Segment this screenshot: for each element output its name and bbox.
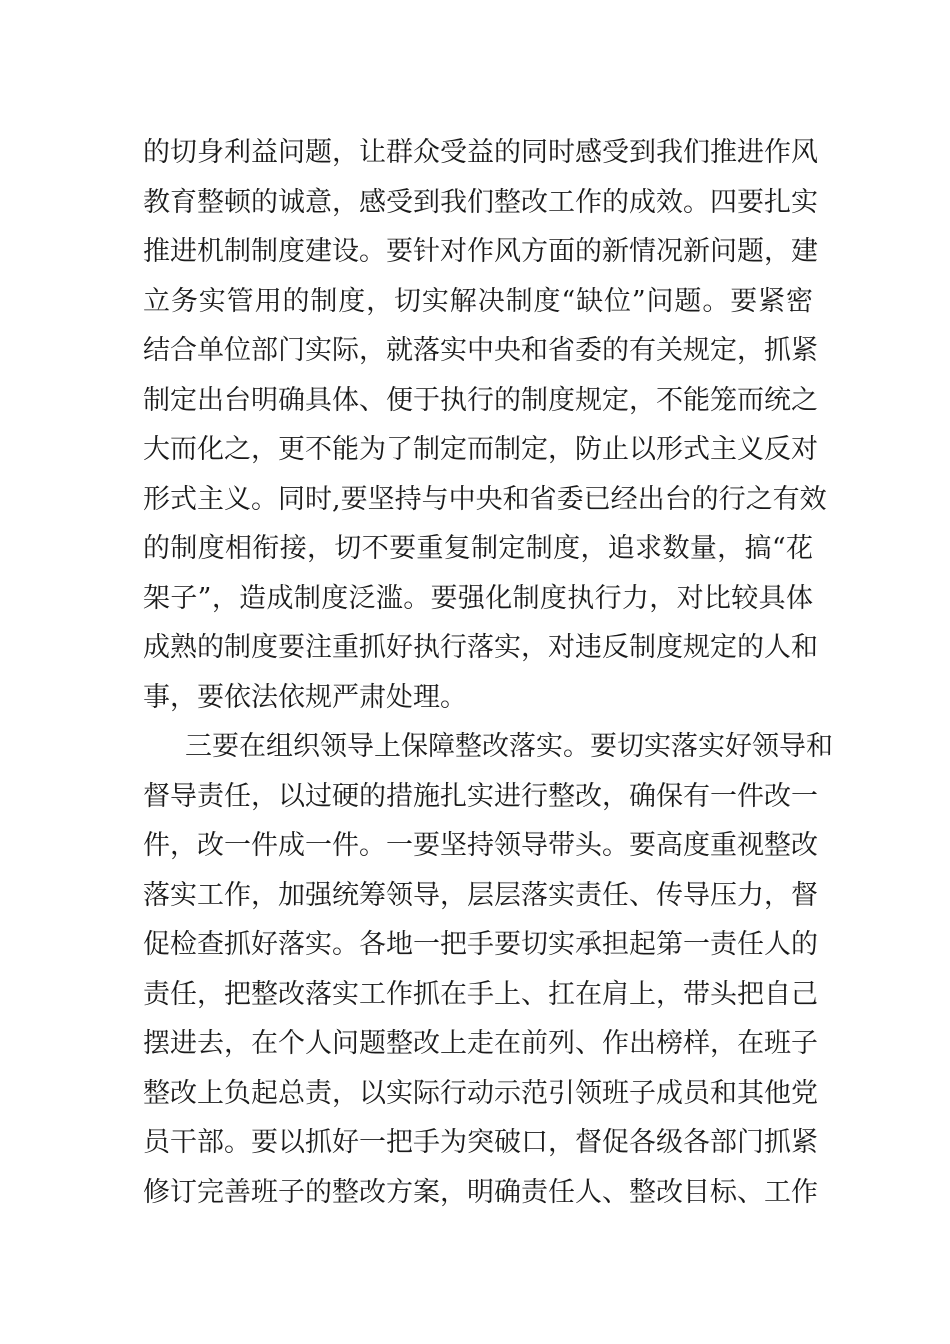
text-line: 结合单位部门实际，就落实中央和省委的有关规定，抓紧 xyxy=(143,335,818,366)
text-line: 件，改一件成一件。一要坚持领导带头。要高度重视整改 xyxy=(143,830,818,861)
text-line: 成熟的制度要注重抓好执行落实，对违反制度规定的人和 xyxy=(143,632,818,663)
text-line: 三要在组织领导上保障整改落实。要切实落实好领导和 xyxy=(185,731,833,762)
text-line: 促检查抓好落实。各地一把手要切实承担起第一责任人的 xyxy=(143,929,818,960)
text-line: 落实工作，加强统筹领导，层层落实责任、传导压力，督 xyxy=(143,879,818,911)
text-line: 的切身利益问题，让群众受益的同时感受到我们推进作风 xyxy=(143,137,818,168)
body-text xyxy=(143,128,833,1217)
text-line: 员干部。要以抓好一把手为突破口，督促各级各部门抓紧 xyxy=(143,1127,818,1158)
text-line: 督导责任，以过硬的措施扎实进行整改，确保有一件改一 xyxy=(143,780,818,812)
text-line: 形式主义。同时,要坚持与中央和省委已经出台的行之有效 xyxy=(143,483,827,515)
text-line: 摆进去，在个人问题整改上走在前列、作出榜样，在班子 xyxy=(143,1028,818,1059)
text-line: 修订完善班子的整改方案，明确责任人、整改目标、工作 xyxy=(143,1176,818,1208)
text-line: 立务实管用的制度，切实解决制度“缺位”问题。要紧密 xyxy=(143,285,813,317)
text-line: 的制度相衔接，切不要重复制定制度，追求数量，搞“花 xyxy=(143,533,813,564)
text-line: 整改上负起总责，以实际行动示范引领班子成员和其他党 xyxy=(143,1077,818,1109)
text-line: 架子”，造成制度泛滥。要强化制度执行力，对比较具体 xyxy=(143,582,813,614)
text-line: 事，要依法依规严肃处理。 xyxy=(143,681,467,713)
paragraph-1 xyxy=(143,128,827,722)
text-line: 大而化之，更不能为了制定而制定，防止以形式主义反对 xyxy=(143,434,818,465)
text-line: 责任，把整改落实工作抓在手上、扛在肩上，带头把自己 xyxy=(143,978,818,1010)
paragraph-2 xyxy=(143,722,833,1217)
text-line: 推进机制制度建设。要针对作风方面的新情况新问题，建 xyxy=(143,236,818,267)
text-line: 教育整顿的诚意，感受到我们整改工作的成效。四要扎实 xyxy=(143,186,818,218)
text-line: 制定出台明确具体、便于执行的制度规定，不能笼而统之 xyxy=(143,384,818,416)
